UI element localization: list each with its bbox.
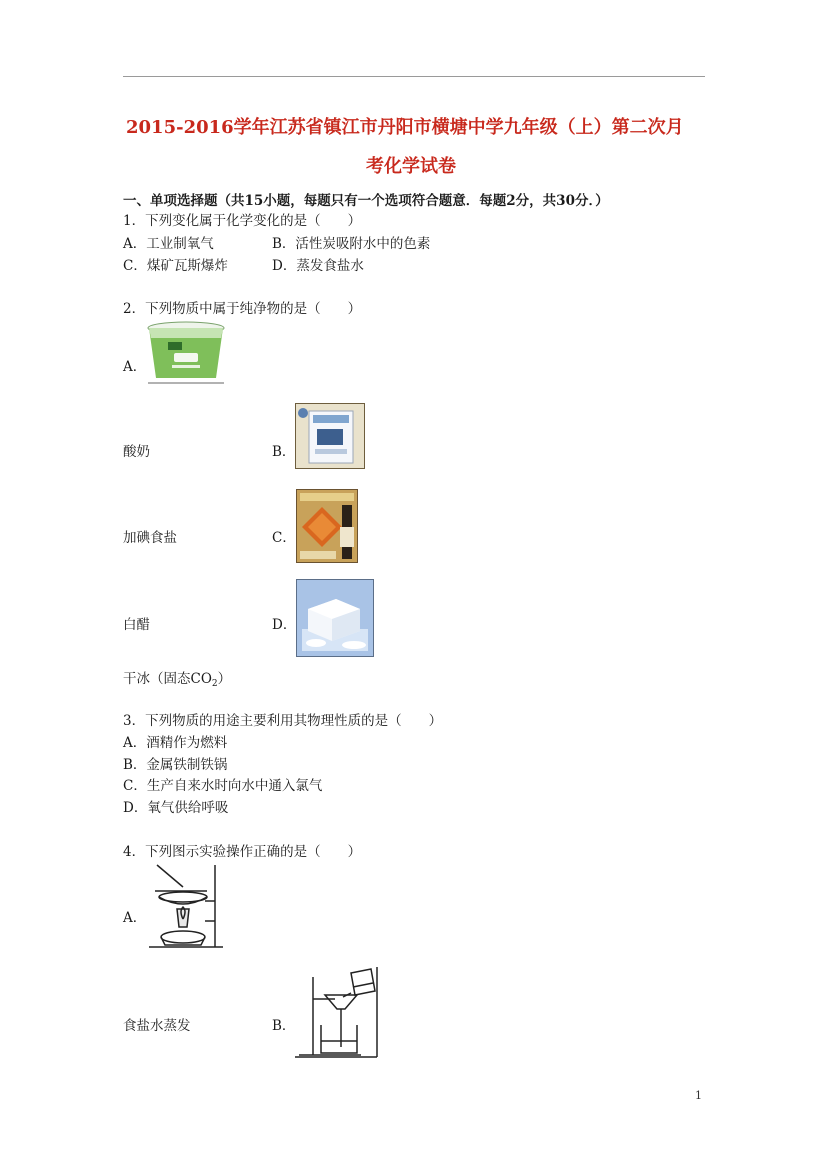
iodized-salt-bag-photo bbox=[295, 403, 365, 469]
q1-option-c: C．煤矿瓦斯爆炸 bbox=[123, 258, 228, 274]
q3-option-c: C．生产自来水时向水中通入氯气 bbox=[123, 778, 323, 794]
q2-label-b: B． bbox=[272, 444, 296, 460]
q2-caption-c: 白醋 bbox=[123, 617, 150, 633]
q2-caption-d: 干冰（固态$CO_2$） bbox=[123, 671, 232, 689]
q2-label-c: C． bbox=[272, 530, 296, 546]
q1-option-b: B．活性炭吸附水中的色素 bbox=[272, 236, 431, 252]
q3-option-d: D．氧气供给呼吸 bbox=[123, 800, 229, 816]
page-title-line-2: 考化学试卷 bbox=[366, 156, 456, 177]
q1-option-a: A．工业制氧气 bbox=[123, 236, 214, 252]
q2-label-d: D． bbox=[272, 617, 297, 633]
header-rule bbox=[123, 76, 705, 77]
filtration-apparatus-diagram bbox=[295, 967, 379, 1059]
q2-stem: 2．下列物质中属于纯净物的是（ ） bbox=[123, 301, 362, 317]
q2-caption-b: 加碘食盐 bbox=[123, 530, 177, 546]
q2-caption-a: 酸奶 bbox=[123, 444, 150, 460]
q4-stem: 4．下列图示实验操作正确的是（ ） bbox=[123, 844, 362, 860]
page-number: 1 bbox=[695, 1089, 702, 1102]
page-title-line-1: 2015-2016学年江苏省镇江市丹阳市横塘中学九年级（上）第二次月 bbox=[126, 117, 684, 138]
section-heading: 一、单项选择题（共15小题，每题只有一个选项符合题意．每题2分，共30分．） bbox=[123, 193, 609, 209]
q1-stem: 1．下列变化属于化学变化的是（ ） bbox=[123, 213, 362, 229]
q4-caption-a: 食盐水蒸发 bbox=[123, 1018, 191, 1034]
evaporation-apparatus-diagram bbox=[147, 863, 225, 948]
q2-label-a: A． bbox=[123, 359, 147, 375]
q1-option-d: D．蒸发食盐水 bbox=[272, 258, 364, 274]
q4-label-a: A． bbox=[123, 910, 147, 926]
dry-ice-photo bbox=[296, 579, 374, 657]
q3-option-b: B．金属铁制铁锅 bbox=[123, 757, 228, 773]
yogurt-cup-photo bbox=[146, 320, 226, 384]
vinegar-box-photo bbox=[296, 489, 358, 563]
q3-stem: 3．下列物质的用途主要利用其物理性质的是（ ） bbox=[123, 713, 443, 729]
q4-label-b: B． bbox=[272, 1018, 296, 1034]
q3-option-a: A．酒精作为燃料 bbox=[123, 735, 228, 751]
